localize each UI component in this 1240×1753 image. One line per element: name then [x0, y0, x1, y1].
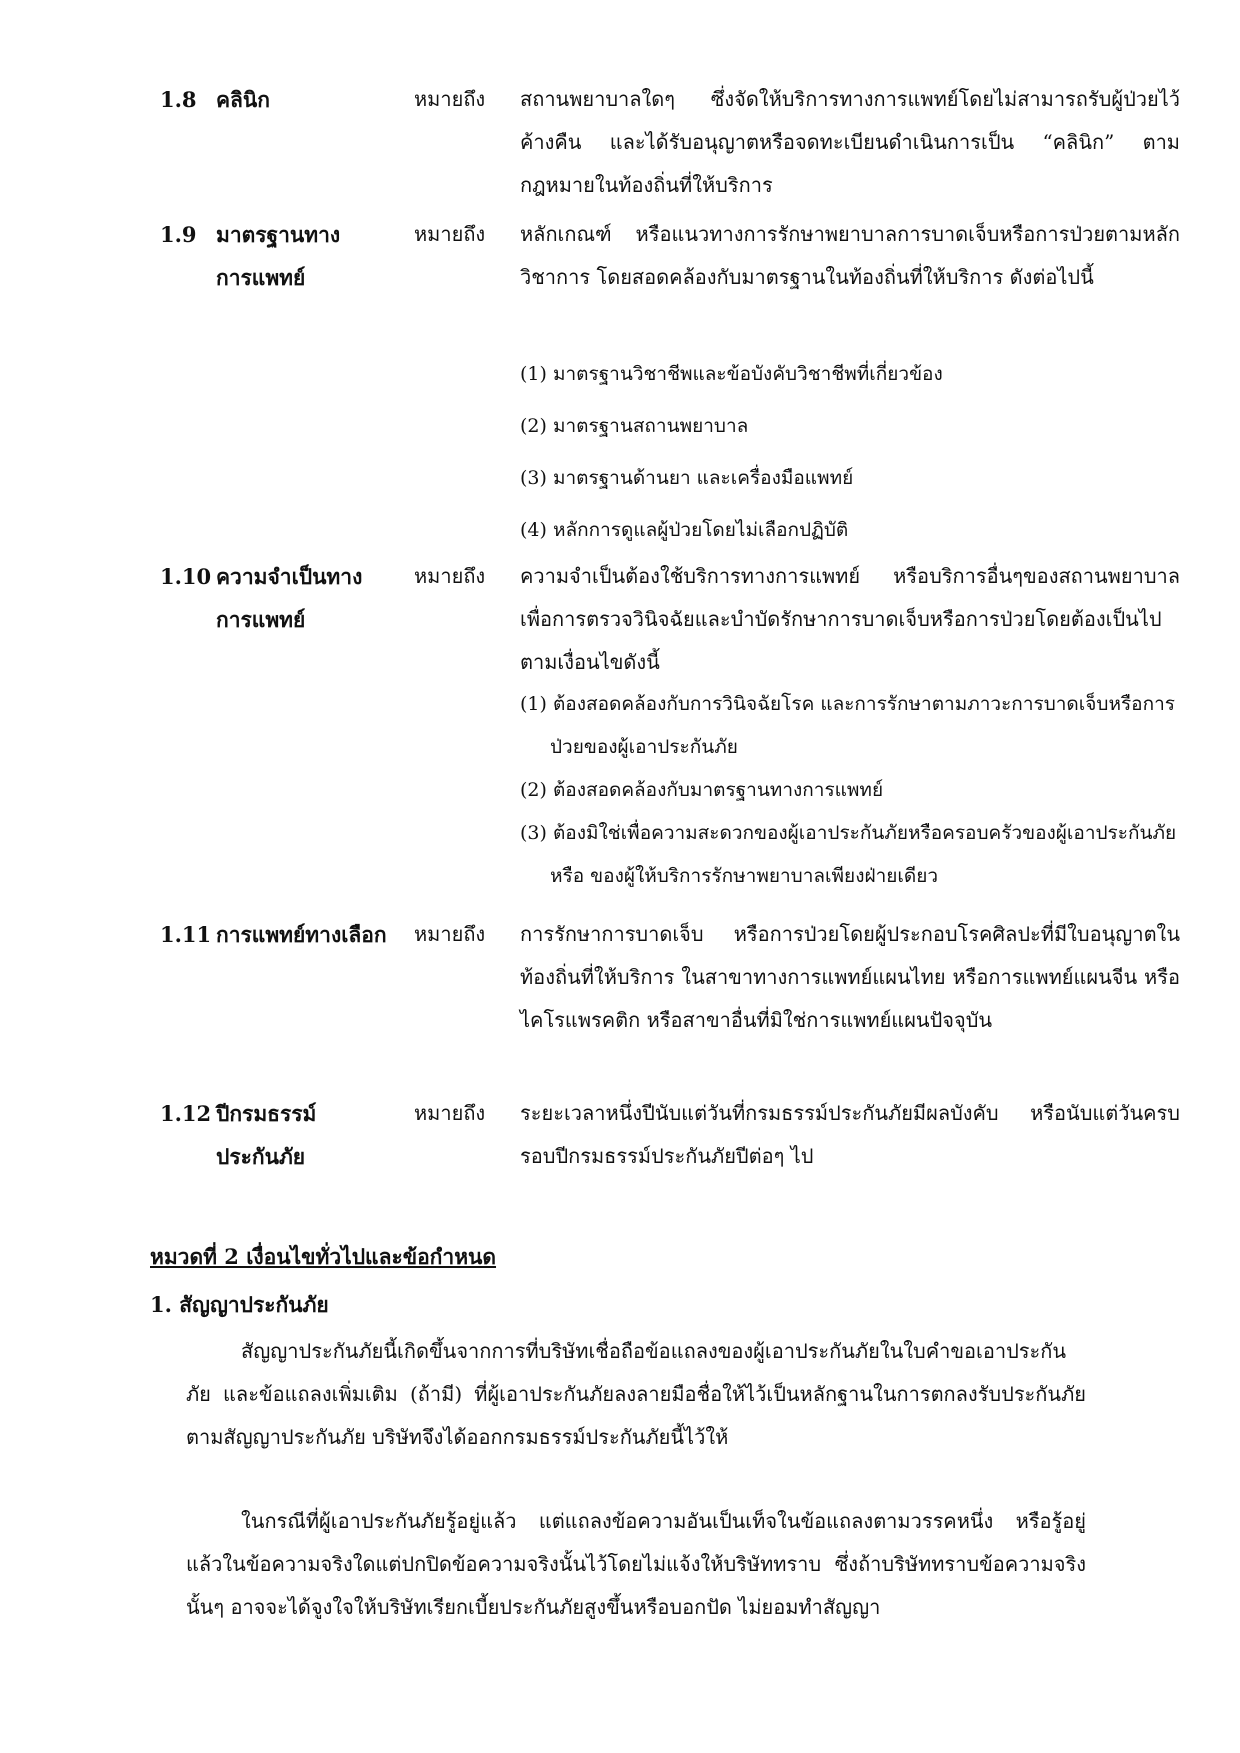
- definition-number: 1.11: [160, 922, 212, 947]
- definition-number: 1.10: [160, 564, 212, 589]
- definition-text: ระยะเวลาหนึ่งปีนับแต่วันที่กรมธรรม์ประกันภัยมีผลบังคับ หรือนับแต่วันครบรอบปีกรมธรรม์ประกันภัยปีต่อๆ ไป: [520, 1101, 1180, 1168]
- definition-term: คลินิก: [216, 87, 270, 112]
- definition-list-item: (1) มาตรฐานวิชาชีพและข้อบังคับวิชาชีพที่เกี่ยวข้อง: [520, 363, 943, 385]
- definition-number: 1.8: [160, 87, 197, 112]
- definition-term: ความจำเป็นทาง การแพทย์: [216, 564, 363, 632]
- definition-list-item: (3) มาตรฐานด้านยา และเครื่องมือแพทย์: [520, 467, 854, 489]
- definition-list-item: (2) มาตรฐานสถานพยาบาล: [520, 415, 749, 437]
- definition-number: 1.12: [160, 1101, 212, 1126]
- definition-means-label: หมายถึง: [414, 87, 486, 111]
- definition-text: หลักเกณฑ์ หรือแนวทางการรักษาพยาบาลการบาดเจ็บหรือการป่วยตามหลักวิชาการ โดยสอดคล้องกับมาตรฐานในท้องถิ่นที่ให้บริการ ดังต่อไปนี้: [520, 222, 1180, 289]
- paragraph: ในกรณีที่ผู้เอาประกันภัยรู้อยู่แล้ว แต่แถลงข้อความอันเป็นเท็จในข้อแถลงตามวรรคหนึ่ง หรือรู้อยู่แล้วในข้อความจริงใดแต่ปกปิดข้อความจริงนั้นไว้โดยไม่แจ้งให้บริษัททราบ ซึ่งถ้าบริษัททราบข้อความจริงนั้นๆ อาจจะได้จูงใจให้บริษัทเรียกเบี้ยประกันภัยสูงขึ้นหรือบอกปัด ไม่ยอมทำสัญญา: [186, 1509, 1086, 1619]
- definition-term: การแพทย์ทางเลือก: [216, 922, 387, 947]
- definition-term: มาตรฐานทาง การแพทย์: [216, 222, 341, 290]
- definition-list-item: (3) ต้องมิใช่เพื่อความสะดวกของผู้เอาประกันภัยหรือครอบครัวของผู้เอาประกันภัย หรือ ของผู้ให้บริการรักษาพยาบาลเพียงฝ่ายเดียว: [520, 822, 1177, 887]
- definition-means-label: หมายถึง: [414, 922, 486, 946]
- clause-title: 1. สัญญาประกันภัย: [150, 1292, 329, 1317]
- definition-means-label: หมายถึง: [414, 564, 486, 588]
- definition-text: สถานพยาบาลใดๆ ซึ่งจัดให้บริการทางการแพทย์โดยไม่สามารถรับผู้ป่วยไว้ค้างคืน และได้รับอนุญาตหรือจดทะเบียนดำเนินการเป็น “คลินิก” ตามกฎหมายในท้องถิ่นที่ให้บริการ: [520, 87, 1180, 197]
- paragraph: สัญญาประกันภัยนี้เกิดขึ้นจากการที่บริษัทเชื่อถือข้อแถลงของผู้เอาประกันภัยในใบคำขอเอาประกันภัย และข้อแถลงเพิ่มเติม (ถ้ามี) ที่ผู้เอาประกันภัยลงลายมือชื่อให้ไว้เป็นหลักฐานในการตกลงรับประกันภัยตามสัญญาประกันภัย บริษัทจึงได้ออกกรมธรรม์ประกันภัยนี้ไว้ให้: [186, 1339, 1086, 1449]
- section-title: หมวดที่ 2 เงื่อนไขทั่วไปและข้อกำหนด: [150, 1244, 497, 1269]
- definition-means-label: หมายถึง: [414, 222, 486, 246]
- definition-list-item: (4) หลักการดูแลผู้ป่วยโดยไม่เลือกปฏิบัติ: [520, 519, 849, 541]
- definition-text: การรักษาการบาดเจ็บ หรือการป่วยโดยผู้ประกอบโรคศิลปะที่มีใบอนุญาตในท้องถิ่นที่ให้บริการ ในสาขาทางการแพทย์แผนไทย หรือการแพทย์แผนจีน หรือไคโรแพรคติก หรือสาขาอื่นที่มิใช่การแพทย์แผนปัจจุบัน: [520, 922, 1180, 1032]
- definition-number: 1.9: [160, 222, 197, 247]
- definition-text: ความจำเป็นต้องใช้บริการทางการแพทย์ หรือบริการอื่นๆของสถานพยาบาลเพื่อการตรวจวินิจฉัยและบำบัดรักษาการบาดเจ็บหรือการป่วยโดยต้องเป็นไปตามเงื่อนไขดังนี้: [520, 564, 1180, 674]
- definition-term: ปีกรมธรรม์ ประกันภัย: [216, 1101, 317, 1169]
- definition-means-label: หมายถึง: [414, 1101, 486, 1125]
- definition-list-item: (1) ต้องสอดคล้องกับการวินิจฉัยโรค และการรักษาตามภาวะการบาดเจ็บหรือการป่วยของผู้เอาประกันภัย: [520, 693, 1175, 758]
- definition-list-item: (2) ต้องสอดคล้องกับมาตรฐานทางการแพทย์: [520, 779, 884, 801]
